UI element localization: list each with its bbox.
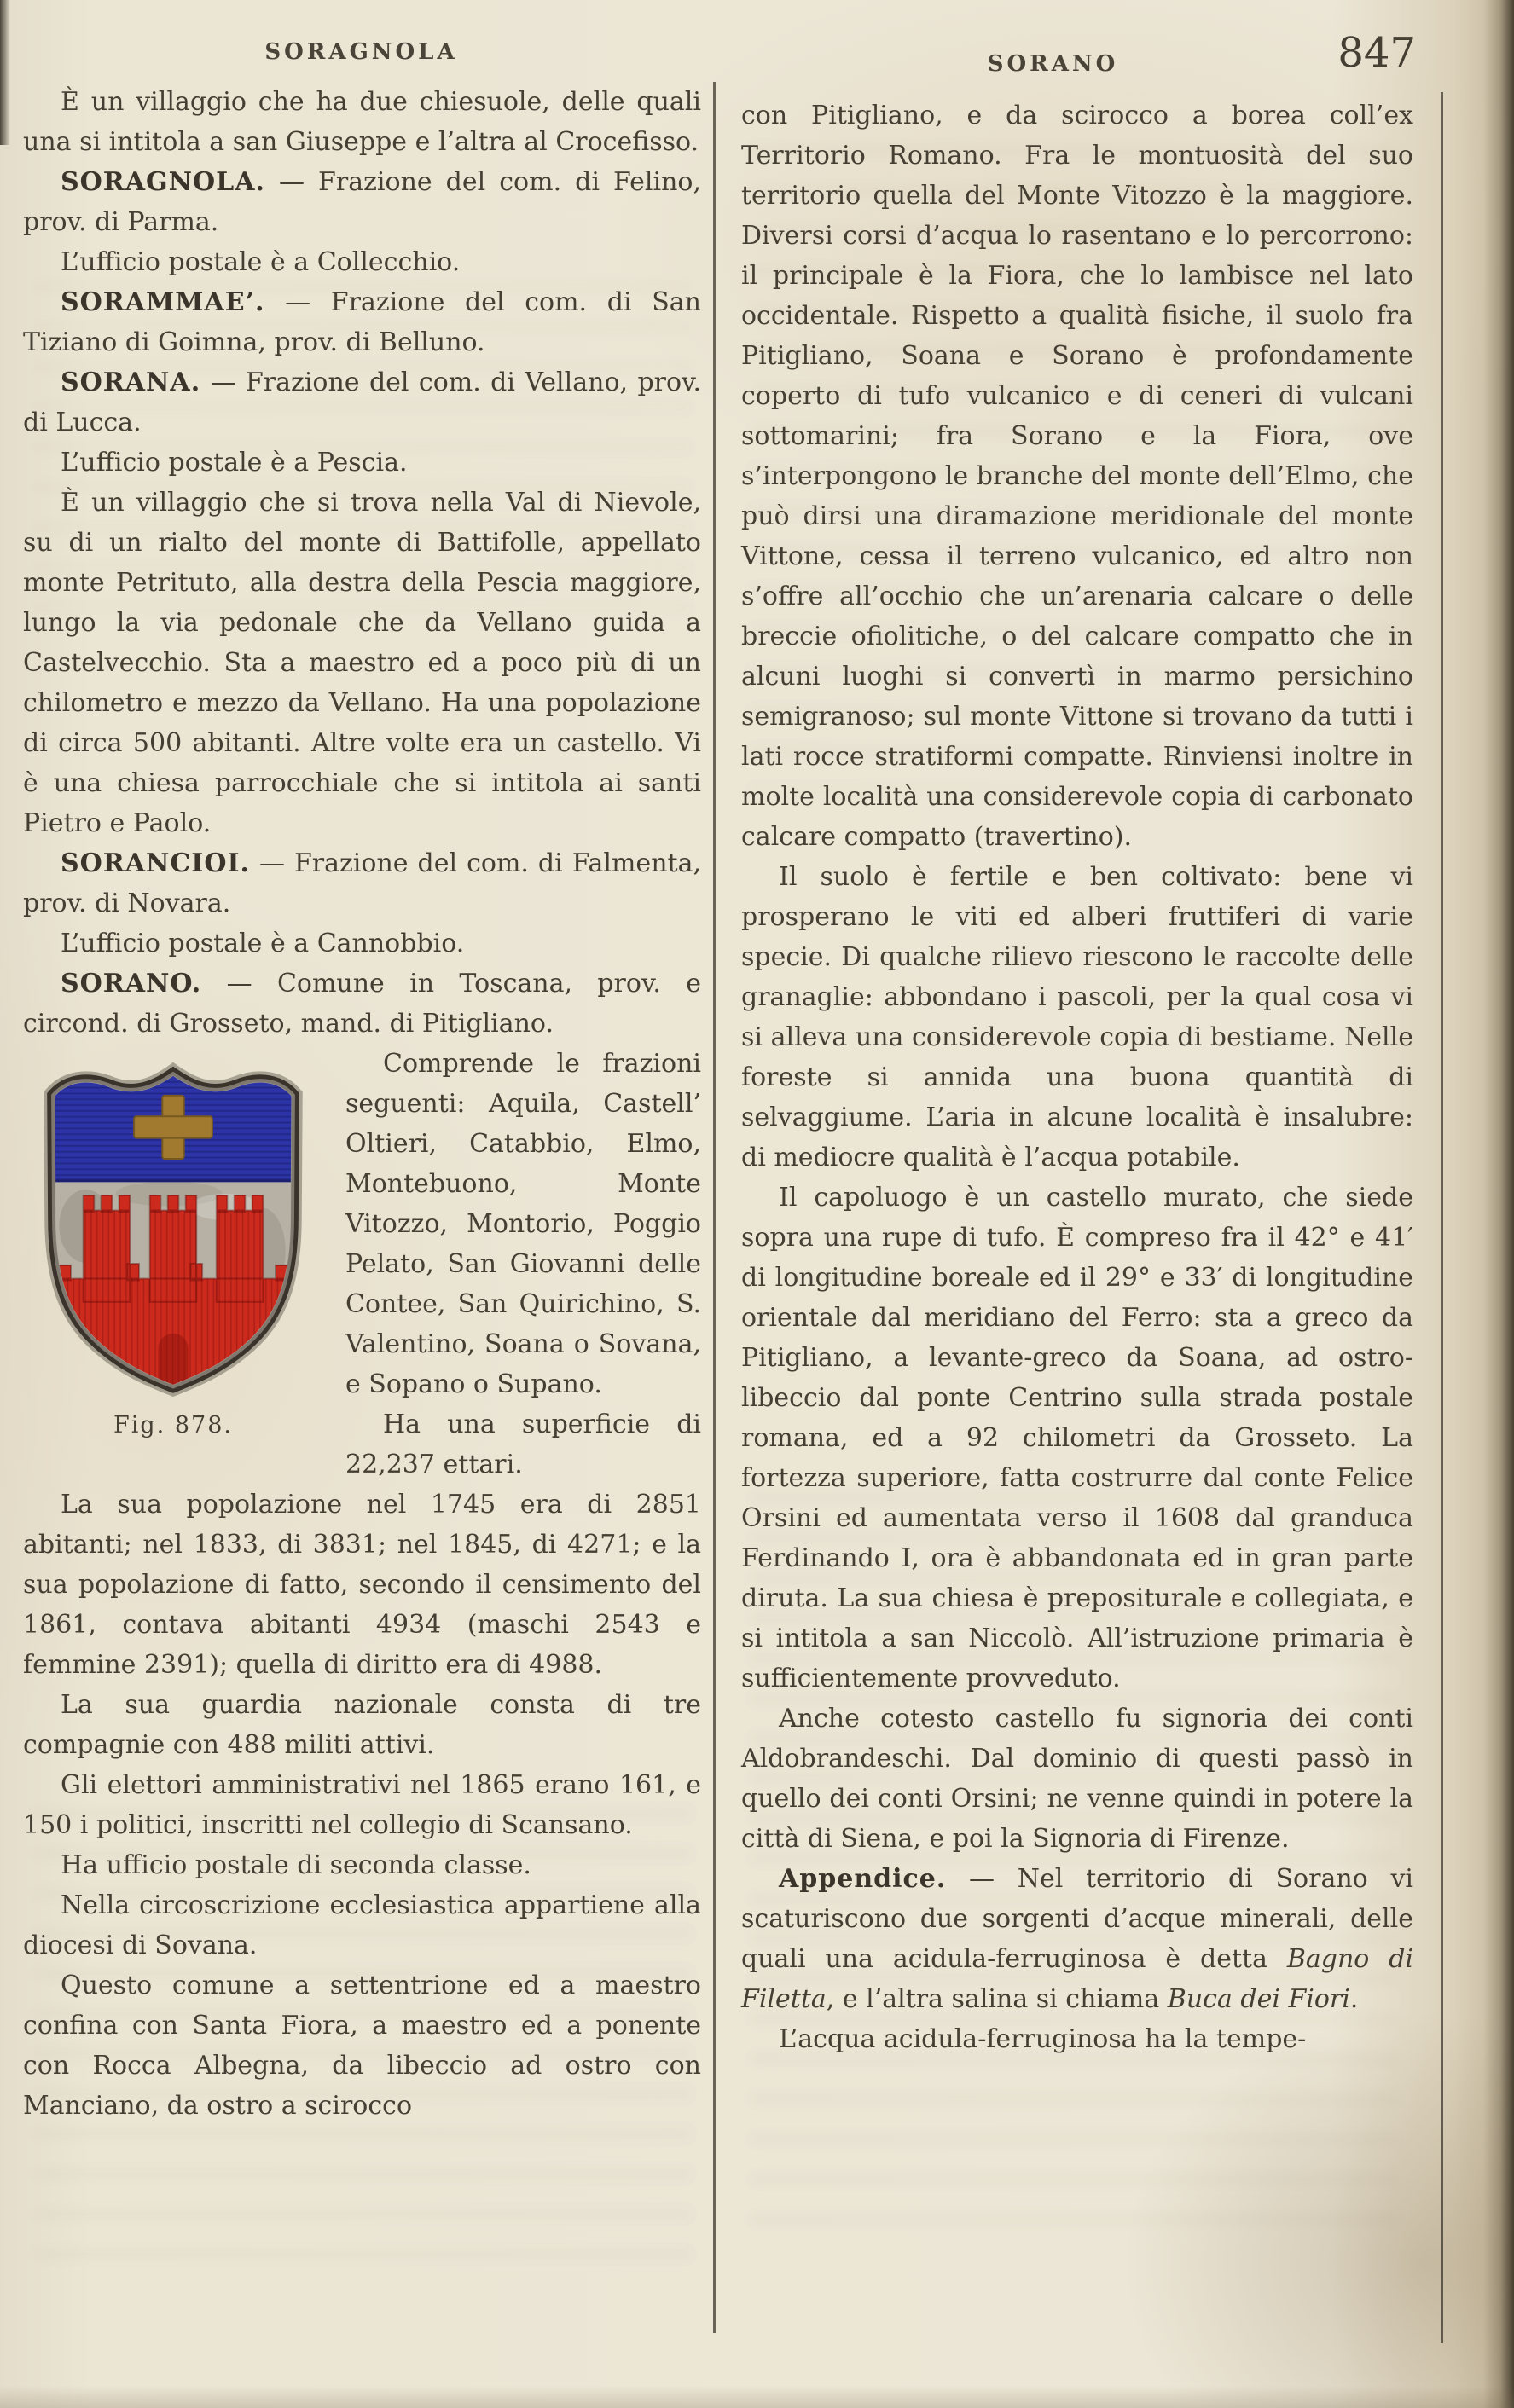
text-segment: con Pitigliano, e da scirocco a borea coll’ex Territorio Romano. Fra le montuosità del suo territorio quella del Monte Vitozzo è la maggiore. Diversi corsi d’acqua lo rasentano e lo percorrono: il principale è la Fiora, che lo lambisce nel lato occidentale. Rispetto a qualità fisiche, il suolo fra Pitigliano, Soana e Sorano è profondamente coperto di tufo vulcanico e di ceneri di vulcani sottomarini; fra Sorano e la Fiora, ove s’interpongono le branche del monte dell’Elmo, che può dirsi una diramazione meridionale del monte Vittone, cessa il terreno vulcanico, ed altro non s’offre all’occhio che un’arenaria calcare o delle breccie ofiolitiche, o del calcare compatto che in alcuni luoghi si convertì in marmo persichino semigranoso; sul monte Vittone si trovano da tutti i lati rocce stratiformi compatte. Rinviensi inoltre in molte località una considerevole copia di carbonato calcare compatto (travertino). xyxy=(741,101,1413,852)
text-segment: L’ufficio postale è a Collecchio. xyxy=(61,247,461,277)
text-segment: Anche cotesto castello fu signoria dei conti Aldobrandeschi. Dal dominio di questi passò in quello dei conti Orsini; ne venne quindi in potere la città di Siena, e poi la Signoria di Firenze. xyxy=(741,1704,1413,1854)
text-segment: La sua guardia nazionale consta di tre compagnie con 488 militi attivi. xyxy=(23,1690,701,1760)
text-segment: Ha una superficie di 22,237 ettari. xyxy=(345,1409,701,1479)
entry-lead: SORANCIOI. xyxy=(61,848,250,878)
entry-lead: SORANA. xyxy=(61,368,201,397)
paragraph xyxy=(23,1885,701,1965)
paragraph xyxy=(23,282,701,362)
right-margin-rule xyxy=(1441,92,1443,2343)
paragraph xyxy=(741,1699,1413,1859)
paragraph xyxy=(23,1685,701,1765)
text-segment: . xyxy=(1349,1984,1359,2014)
text-segment: — Frazione del com. di San Tiziano di Goimna, prov. di Belluno. xyxy=(23,287,701,357)
paragraph xyxy=(23,1485,701,1685)
text-segment: — Nel territorio di Sorano vi scaturiscono due sorgenti d’acque minerali, delle quali una acidula-ferruginosa è detta xyxy=(741,1864,1413,1974)
figure-caption: Fig. 878. xyxy=(113,1412,233,1438)
text-segment: , e l’altra salina si chiama xyxy=(826,1984,1168,2014)
page-edge-shadow xyxy=(1483,0,1514,2408)
text-segment: Nella circoscrizione ecclesiastica appartiene alla diocesi di Sovana. xyxy=(23,1890,701,1960)
entry-lead: Appendice. xyxy=(779,1864,947,1894)
left-column-text-a xyxy=(23,82,701,1044)
text-segment: L’acqua acidula-ferruginosa ha la tempe- xyxy=(779,2024,1307,2054)
paragraph xyxy=(741,1178,1413,1699)
paragraph xyxy=(23,82,701,162)
coat-of-arms-figure xyxy=(23,1056,323,1438)
text-segment: Buca dei Fiori xyxy=(1167,1984,1350,2014)
left-column xyxy=(23,82,701,2126)
text-segment: Questo comune a settentrione ed a maestro confina con Santa Fiora, a maestro ed a ponente con Rocca Albegna, da libeccio ad ostro con Manciano, da ostro a scirocco xyxy=(23,1971,701,2121)
paragraph xyxy=(23,964,701,1044)
column-divider-rule xyxy=(713,82,716,2333)
text-segment: L’ufficio postale è a Pescia. xyxy=(61,448,408,478)
page-edge-shadow xyxy=(0,0,10,145)
paragraph xyxy=(741,2019,1413,2059)
text-segment: — Frazione del com. di Felino, prov. di Parma. xyxy=(23,167,701,237)
text-segment: Il capoluogo è un castello murato, che siede sopra una rupe di tufo. È compreso fra il 42° e 41′ di longitudine boreale ed il 29° e 33′ di longitudine orientale dal meridiano del Ferro: sta a greco da Pitigliano, a levante-greco da Soana, ad ostro-libeccio dal ponte Centrino sulla strada postale romana, ed a 92 chilometri da Grosseto. La fortezza superiore, fatta costrurre dal conte Felice Orsini ed aumentata verso il 1608 dal granduca Ferdinando I, ora è abbandonata ed in gran parte diruta. La sua chiesa è prepositurale e collegiata, e si intitola a san Niccolò. All’istruzione primaria è sufficientemente provveduto. xyxy=(741,1183,1413,1693)
paragraph xyxy=(23,443,701,483)
page-edge-shadow xyxy=(0,2386,1514,2408)
right-column xyxy=(741,96,1413,2059)
paragraph xyxy=(23,242,701,282)
right-column-text xyxy=(741,96,1413,2059)
text-segment: È un villaggio che si trova nella Val di Nievole, su di un rialto del monte di Battifolle, appellato monte Petrituto, alla destra della Pescia maggiore, lungo la via pedonale che da Vellano guida a Castelvecchio. Sta a maestro ed a poco più di un chilometro e mezzo da Vellano. Ha una popolazione di circa 500 abitanti. Altre volte era un castello. Vi è una chiesa parrocchiale che si intitola ai santi Pietro e Paolo. xyxy=(23,488,701,838)
text-segment: Bagno di Filetta xyxy=(741,1944,1413,2014)
page-number: 847 xyxy=(1337,29,1416,77)
text-segment: La sua popolazione nel 1745 era di 2851 abitanti; nel 1833, di 3831; nel 1845, di 4271; e la sua popolazione di fatto, secondo il censimento del 1861, contava abitanti 4934 (maschi 2543 e femmine 2391); quella di diritto era di 4988. xyxy=(23,1490,701,1680)
text-segment: — Frazione del com. di Vellano, prov. di Lucca. xyxy=(23,368,701,437)
text-segment: Il suolo è fertile e ben coltivato: bene vi prosperano le viti ed alberi fruttiferi di varie specie. Di qualche rilievo riescono le raccolte delle granaglie: abbondano i pascoli, per la qual cosa vi si alleva una considerevole copia di bestiame. Nelle foreste si annida una buona quantità di selvaggiume. L’aria in alcune località è insalubre: di mediocre qualità è l’acqua potabile. xyxy=(741,862,1413,1172)
paragraph xyxy=(23,843,701,923)
paragraph xyxy=(23,483,701,843)
paragraph xyxy=(23,1845,701,1885)
entry-lead: SORAGNOLA. xyxy=(61,167,265,197)
paragraph xyxy=(741,1859,1413,2019)
paragraph xyxy=(23,162,701,242)
text-segment: Gli elettori amministrativi nel 1865 erano 161, e 150 i politici, inscritti nel collegio di Scansano. xyxy=(23,1770,701,1840)
text-segment: Ha ufficio postale di seconda classe. xyxy=(61,1850,531,1880)
paragraph xyxy=(741,857,1413,1178)
text-segment: L’ufficio postale è a Cannobbio. xyxy=(61,929,465,958)
entry-lead: SORAMMAE’. xyxy=(61,287,265,317)
paragraph xyxy=(23,1965,701,2126)
text-segment: È un villaggio che ha due chiesuole, delle quali una si intitola a san Giuseppe e l’altra al Crocefisso. xyxy=(23,87,701,157)
text-segment: — Comune in Toscana, prov. e circond. di Grosseto, mand. di Pitigliano. xyxy=(23,969,701,1039)
paragraph xyxy=(741,96,1413,857)
entry-lead: SORANO. xyxy=(61,969,202,999)
sorano-coat-of-arms-icon xyxy=(36,1056,310,1398)
running-head-left: SORAGNOLA xyxy=(264,39,458,65)
text-segment: — Frazione del com. di Falmenta, prov. di Novara. xyxy=(23,848,701,918)
paragraph xyxy=(23,1765,701,1845)
running-head-right: SORANO xyxy=(987,51,1119,77)
paragraph xyxy=(23,362,701,443)
paragraph xyxy=(23,923,701,964)
text-segment: Comprende le frazioni seguenti: Aquila, Castell’ Oltieri, Catabbio, Elmo, Montebuono, Monte Vitozzo, Montorio, Poggio Pelato, San Giovanni delle Contee, San Quirichino, S. Valentino, Soana o Sovana, e Sopano o Supano. xyxy=(345,1049,701,1399)
